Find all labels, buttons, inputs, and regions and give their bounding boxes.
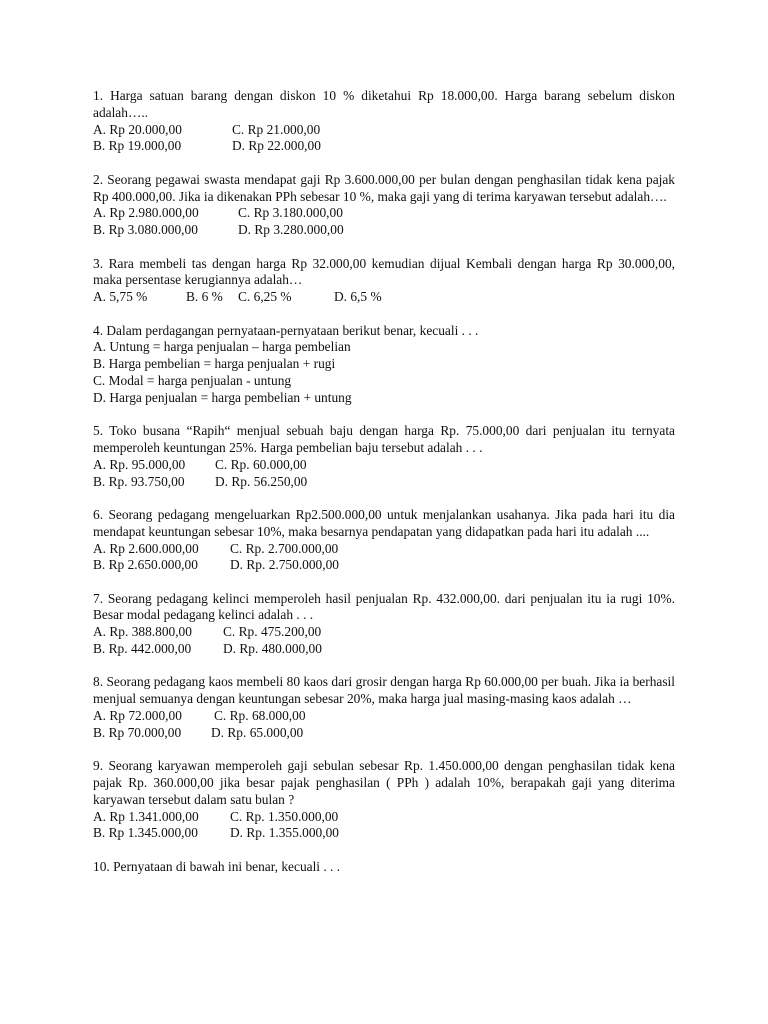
option-a: A. Rp 2.600.000,00: [93, 540, 199, 556]
option-row: [93, 457, 675, 474]
question-text: 1. Harga satuan barang dengan diskon 10 % diketahui Rp 18.000,00. Harga barang sebelum diskon adalah…..: [93, 88, 675, 120]
question-10: [93, 859, 675, 876]
option-row: [93, 138, 675, 155]
option-a: A. Rp. 95.000,00: [93, 456, 186, 472]
option-a: A. Rp 1.341.000,00: [93, 808, 199, 824]
question-text: 8. Seorang pedagang kaos membeli 80 kaos dari grosir dengan harga Rp 60.000,00 per buah. Jika ia berhasil menjual semuanya dengan keuntungan sebesar 20%, maka harga jual masing-masing kaos adalah …: [93, 674, 675, 707]
option-c: C. Rp. 2.700.000,00: [230, 540, 339, 556]
question-text: 3. Rara membeli tas dengan harga Rp 32.000,00 kemudian dijual Kembali dengan harga Rp 30.000,00, maka persentase kerugiannya adalah…: [93, 255, 675, 288]
option-d: D. 6,5 %: [334, 289, 382, 305]
option-d: D. Rp. 56.250,00: [215, 473, 308, 489]
option-row: [93, 222, 675, 239]
option-row: [93, 289, 675, 306]
option-c: C. Rp. 475.200,00: [223, 624, 322, 640]
question-5: [93, 423, 675, 490]
option-row: [93, 557, 675, 574]
option-b: B. Rp. 93.750,00: [93, 473, 185, 489]
option-c: C. Rp 21.000,00: [232, 121, 321, 137]
option-b: B. Rp 1.345.000,00: [93, 825, 198, 841]
option-d: D. Rp. 1.355.000,00: [230, 825, 339, 841]
option-c: C. Modal = harga penjualan - untung: [93, 372, 292, 388]
question-text: 4. Dalam perdagangan pernyataan-pernyataan berikut benar, kecuali . . .: [93, 322, 479, 338]
option-row: [93, 809, 675, 826]
option-d: D. Rp 22.000,00: [232, 138, 321, 154]
option-b: B. 6 %: [186, 289, 223, 305]
option-row: [93, 708, 675, 725]
question-4: [93, 323, 675, 407]
question-text: 6. Seorang pedagang mengeluarkan Rp2.500.000,00 untuk menjalankan usahanya. Jika pada hari itu dia mendapat keuntungan sebesar 10%, maka besarnya pendapatan yang didapatkan pada hari itu adalah ....: [93, 506, 675, 539]
option-row: [93, 541, 675, 558]
option-row: [93, 825, 675, 842]
question-8: [93, 674, 675, 741]
option-c: C. Rp. 60.000,00: [215, 456, 307, 472]
option-c: C. Rp. 68.000,00: [214, 708, 306, 724]
option-d: D. Harga penjualan = harga pembelian + untung: [93, 389, 352, 405]
option-b: B. Rp 19.000,00: [93, 138, 182, 154]
option-b: B. Rp 3.080.000,00: [93, 222, 198, 238]
question-3: [93, 256, 675, 306]
question-7: [93, 591, 675, 658]
option-row: [93, 725, 675, 742]
question-text: 5. Toko busana “Rapih“ menjual sebuah baju dengan harga Rp. 75.000,00 dari penjualan itu ternyata memperoleh keuntungan 25%. Harga pembelian baju tersebut adalah . . .: [93, 423, 675, 455]
option-a: A. Rp. 388.800,00: [93, 624, 192, 640]
option-row: [93, 624, 675, 641]
option-row: [93, 474, 675, 491]
option-d: D. Rp 3.280.000,00: [238, 222, 344, 238]
question-text: 10. Pernyataan di bawah ini benar, kecuali . . .: [93, 858, 341, 874]
option-row: [93, 205, 675, 222]
question-text: 9. Seorang karyawan memperoleh gaji sebulan sebesar Rp. 1.450.000,00 dengan penghasilan tidak kena pajak Rp. 360.000,00 jika besar pajak penghasilan ( PPh ) adalah 10%, berapakah gaji yang diterima karyawan tersebut dalam satu bulan ?: [93, 758, 675, 807]
option-b: B. Rp 70.000,00: [93, 724, 182, 740]
option-row: [93, 122, 675, 139]
option-d: D. Rp. 65.000,00: [211, 724, 304, 740]
option-d: D. Rp. 480.000,00: [223, 641, 322, 657]
question-text: 7. Seorang pedagang kelinci memperoleh hasil penjualan Rp. 432.000,00. dari penjualan itu ia rugi 10%. Besar modal pedagang kelinci adalah . . .: [93, 590, 675, 623]
option-b: B. Rp. 442.000,00: [93, 641, 192, 657]
option-row: [93, 641, 675, 658]
option-c: C. Rp. 1.350.000,00: [230, 808, 339, 824]
question-6: [93, 507, 675, 574]
option-b: B. Harga pembelian = harga penjualan + rugi: [93, 356, 336, 372]
option-c: C. 6,25 %: [238, 289, 292, 305]
option-d: D. Rp. 2.750.000,00: [230, 557, 339, 573]
option-c: C. Rp 3.180.000,00: [238, 205, 343, 221]
option-a: A. Rp 72.000,00: [93, 708, 182, 724]
option-a: A. Rp 20.000,00: [93, 121, 182, 137]
question-text: 2. Seorang pegawai swasta mendapat gaji Rp 3.600.000,00 per bulan dengan penghasilan tidak kena pajak Rp 400.000,00. Jika ia dikenakan PPh sebesar 10 %, maka gaji yang di terima karyawan tersebut adalah….: [93, 171, 675, 204]
option-a: A. 5,75 %: [93, 289, 148, 305]
option-b: B. Rp 2.650.000,00: [93, 557, 198, 573]
question-9: [93, 758, 675, 842]
question-2: [93, 172, 675, 239]
option-a: A. Rp 2.980.000,00: [93, 205, 199, 221]
option-a: A. Untung = harga penjualan – harga pembelian: [93, 339, 351, 355]
document-page: [93, 88, 675, 892]
question-1: [93, 88, 675, 155]
